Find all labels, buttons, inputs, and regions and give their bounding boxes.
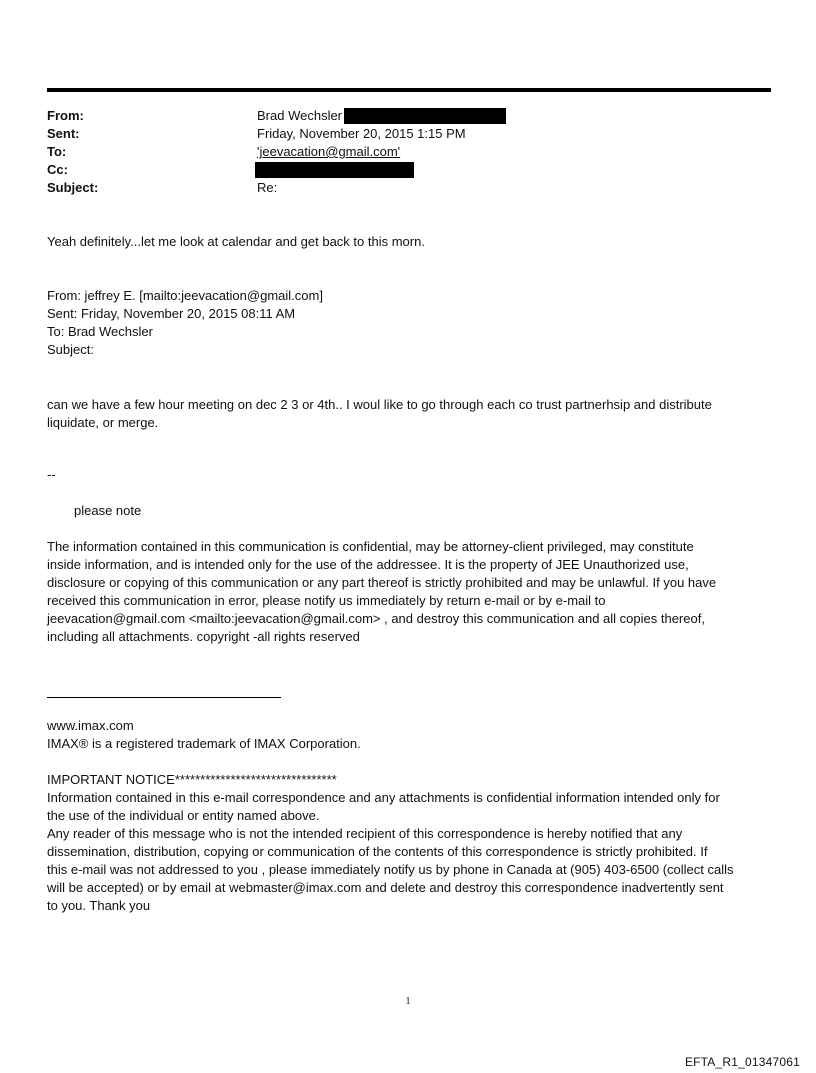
from-label: From: (47, 108, 84, 123)
imax-website: www.imax.com (47, 718, 134, 733)
disclaimer-line: received this communication in error, please notify us immediately by return e-mail or by e-mail to (47, 593, 606, 608)
disclaimer-line: disclosure or copying of this communication or any part thereof is strictly prohibited and may be unlawful. If you have (47, 575, 717, 590)
to-email-link[interactable]: 'jeevacation@gmail.com' (257, 144, 401, 159)
sent-label: Sent: (47, 126, 80, 141)
cc-redaction (255, 162, 414, 178)
header-rule (47, 88, 771, 92)
from-name: Brad Wechsler (257, 108, 343, 123)
signature-dashes (47, 466, 767, 484)
bates-number: EFTA_R1_01347061 (684, 1055, 800, 1069)
please-note (47, 502, 767, 520)
quoted-body (47, 396, 767, 432)
notice-line: Any reader of this message who is not the intended recipient of this correspondence is hereby notified that any (47, 826, 683, 841)
subject-row (47, 179, 747, 197)
signature-rule (47, 697, 281, 698)
confidentiality-disclaimer (47, 538, 767, 646)
cc-row (47, 161, 747, 179)
notice-line: Information contained in this e-mail correspondence and any attachments is confidential information intended only for (47, 790, 720, 805)
notice-line: this e-mail was not addressed to you , please immediately notify us by phone in Canada at (905) 403-6500 (collect calls (47, 862, 734, 877)
notice-line: the use of the individual or entity named above. (47, 808, 320, 823)
from-row (47, 107, 747, 125)
quoted-to: To: Brad Wechsler (47, 324, 153, 339)
page-number: 1 (405, 996, 411, 1007)
subject-value: Re: (257, 180, 278, 195)
important-notice (47, 771, 767, 915)
sent-value: Friday, November 20, 2015 1:15 PM (257, 126, 466, 141)
from-redaction (344, 108, 506, 124)
reply-text: Yeah definitely...let me look at calendar and get back to this morn. (47, 234, 425, 249)
quoted-sent: Sent: Friday, November 20, 2015 08:11 AM (47, 306, 296, 321)
dashes-text: -- (47, 467, 56, 482)
from-value (257, 107, 506, 125)
notice-line: dissemination, distribution, copying or communication of the contents of this correspondence is strictly prohibited. If (47, 844, 708, 859)
quoted-body-line: can we have a few hour meeting on dec 2 3 or 4th.. I woul like to go through each co trust partnerhsip and distribute (47, 397, 712, 412)
to-row (47, 143, 747, 161)
disclaimer-line: The information contained in this communication is confidential, may be attorney-client privileged, may constitute (47, 539, 694, 554)
disclaimer-line: including all attachments. copyright -all rights reserved (47, 629, 360, 644)
disclaimer-line: jeevacation@gmail.com <mailto:jeevacation@gmail.com> , and destroy this communication and all copies thereof, (47, 611, 705, 626)
imax-trademark: IMAX® is a registered trademark of IMAX Corporation. (47, 736, 361, 751)
notice-line: will be accepted) or by email at webmaster@imax.com and delete and destroy this correspondence inadvertently sent (47, 880, 724, 895)
quoted-from: From: jeffrey E. [mailto:jeevacation@gmail.com] (47, 288, 323, 303)
cc-label: Cc: (47, 162, 68, 177)
to-label: To: (47, 144, 67, 159)
please-note-text: please note (74, 503, 142, 518)
imax-info (47, 717, 767, 753)
reply-body (47, 233, 767, 251)
notice-line: to you. Thank you (47, 898, 151, 913)
email-header (47, 107, 747, 197)
quoted-body-line: liquidate, or merge. (47, 415, 159, 430)
notice-title: IMPORTANT NOTICE******************************** (47, 772, 337, 787)
quoted-subject: Subject: (47, 342, 94, 357)
cc-value (257, 162, 414, 178)
sent-row (47, 125, 747, 143)
disclaimer-line: inside information, and is intended only for the use of the addressee. It is the property of JEE Unauthorized use, (47, 557, 689, 572)
quoted-header (47, 287, 767, 359)
subject-label: Subject: (47, 180, 99, 195)
